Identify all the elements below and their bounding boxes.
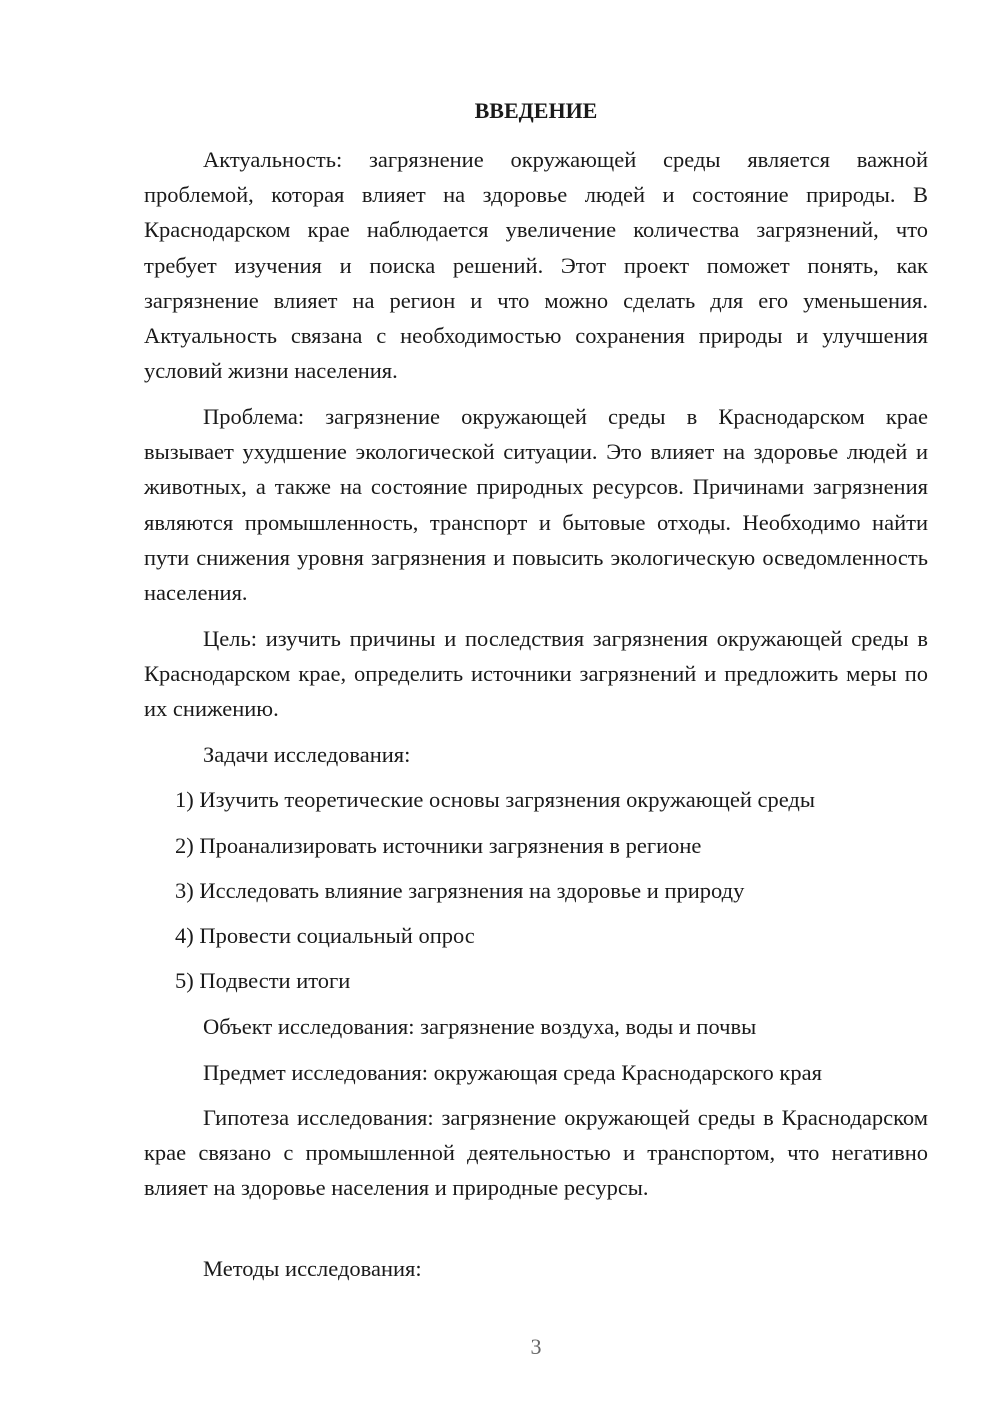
task-item: 1) Изучить теоретические основы загрязнения окружающей среды xyxy=(175,787,815,812)
hypothesis-paragraph: Гипотеза исследования: загрязнение окружающей среды в Краснодарском крае связано с промышленной деятельностью и транспортом, что негативно влияет на здоровье населения и природные ресурсы. xyxy=(144,1105,928,1201)
subject-paragraph: Предмет исследования: окружающая среда Краснодарского края xyxy=(203,1060,822,1085)
methods-heading: Методы исследования: xyxy=(203,1256,422,1281)
goal-paragraph: Цель: изучить причины и последствия загрязнения окружающей среды в Краснодарском крае, определить источники загрязнений и предложить меры по их снижению. xyxy=(144,626,928,722)
relevance-paragraph: Актуальность: загрязнение окружающей среды является важной проблемой, которая влияет на здоровье людей и состояние природы. В Краснодарском крае наблюдается увеличение количества загрязнений, что требует изучения и поиска решений. Этот проект поможет понять, как загрязнение влияет на регион и что можно сделать для его уменьшения. Актуальность связана с необходимостью сохранения природы и улучшения условий жизни населения. xyxy=(144,147,928,384)
document-page xyxy=(144,0,928,1414)
task-item: 4) Провести социальный опрос xyxy=(175,923,475,948)
task-item: 3) Исследовать влияние загрязнения на здоровье и природу xyxy=(175,878,745,903)
task-item: 5) Подвести итоги xyxy=(175,968,351,993)
object-paragraph: Объект исследования: загрязнение воздуха, воды и почвы xyxy=(203,1014,757,1039)
task-item: 2) Проанализировать источники загрязнения в регионе xyxy=(175,833,702,858)
page-number: 3 xyxy=(530,1334,542,1359)
section-title: ВВЕДЕНИЕ xyxy=(474,98,598,123)
tasks-heading: Задачи исследования: xyxy=(203,742,411,767)
problem-paragraph: Проблема: загрязнение окружающей среды в Краснодарском крае вызывает ухудшение экологической ситуации. Это влияет на здоровье людей и животных, а также на состояние природных ресурсов. Причинами загрязнения являются промышленность, транспорт и бытовые отходы. Необходимо найти пути снижения уровня загрязнения и повысить экологическую осведомленность населения. xyxy=(144,404,928,606)
